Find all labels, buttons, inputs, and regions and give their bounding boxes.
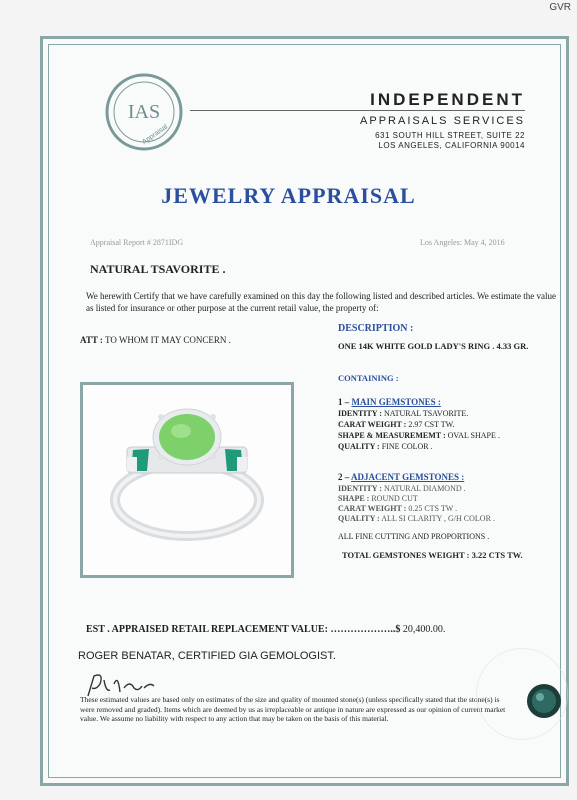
description-label: DESCRIPTION : <box>338 323 414 334</box>
company-address-line1: 631 SOUTH HILL STREET, SUITE 22 <box>375 131 525 140</box>
company-subtitle: APPRAISALS SERVICES <box>360 115 525 127</box>
gemologist-name: ROGER BENATAR, CERTIFIED GIA GEMOLOGIST. <box>78 650 336 662</box>
ring-photo-frame <box>80 382 294 578</box>
header-rule <box>190 110 525 111</box>
adjacent-num: 2 – <box>338 472 350 482</box>
main-title: MAIN GEMSTONES : <box>351 397 441 407</box>
logo-ring-text: Appraisal <box>141 123 170 147</box>
att-value: TO WHOM IT MAY CONCERN . <box>105 335 231 345</box>
adjacent-row: SHAPE : ROUND CUT <box>338 494 418 503</box>
total-weight: TOTAL GEMSTONES WEIGHT : 3.22 CTS TW. <box>342 550 523 560</box>
main-row: QUALITY : FINE COLOR . <box>338 442 433 451</box>
report-number: Appraisal Report # 2871IDG <box>90 238 184 247</box>
corner-note: GVR <box>549 2 571 13</box>
adjacent-title: ADJACENT GEMSTONES : <box>351 472 465 482</box>
logo-text: IAS <box>127 101 161 123</box>
adjacent-row: QUALITY : ALL SI CLARITY , G/H COLOR . <box>338 514 495 523</box>
estimated-value-line <box>86 624 445 635</box>
intro-paragraph: We herewith Certify that we have carefully examined on this day the following listed and described articles. We estimate the value as listed for insurance or other purpose at the current retail value, the property of: <box>86 291 556 313</box>
main-gemstones-title <box>338 397 441 407</box>
fine-cutting-note: ALL FINE CUTTING AND PROPORTIONS . <box>338 532 490 541</box>
ring-photo <box>83 385 291 575</box>
report-date: Los Angeles: May 4, 2016 <box>420 238 505 247</box>
att-label: ATT : <box>80 335 103 345</box>
containing-label: CONTAINING : <box>338 373 399 383</box>
tsavorite-stone <box>159 414 215 460</box>
company-address-line2: LOS ANGELES, CALIFORNIA 90014 <box>378 141 525 150</box>
disclaimer: These estimated values are based only on estimates of the size and quality of mounted stone(s) (unless specifically stated that the stone(s) is were removed and graded). Items which are deemed by us as irreplaceable or antique in nature are expressed as our opinion of current market value. We assume no liability with respect to any action that may be taken on the basis of this material. <box>80 695 506 723</box>
adjacent-gemstones-title <box>338 472 464 482</box>
company-name: INDEPENDENT <box>370 90 525 109</box>
est-value: 20,400.00. <box>402 624 446 635</box>
main-row: SHAPE & MEASUREMEMT : OVAL SHAPE . <box>338 431 500 440</box>
document-title: JEWELRY APPRAISAL <box>161 183 416 208</box>
stone-name: NATURAL TSAVORITE . <box>90 262 226 276</box>
main-num: 1 – <box>338 397 350 407</box>
ias-logo <box>104 72 184 152</box>
adjacent-row: IDENTITY : NATURAL DIAMOND . <box>338 484 466 493</box>
est-label: EST . APPRAISED RETAIL REPLACEMENT VALUE: ………………..$ <box>86 624 401 635</box>
main-row: CARAT WEIGHT : 2.97 CST TW. <box>338 420 455 429</box>
adjacent-row: CARAT WEIGHT : 0.25 CTS TW . <box>338 504 458 513</box>
att-line <box>80 335 231 345</box>
seal-icon <box>526 683 562 719</box>
description-text: ONE 14K WHITE GOLD LADY'S RING . 4.33 GR. <box>338 341 529 351</box>
main-row: IDENTITY : NATURAL TSAVORITE. <box>338 409 469 418</box>
